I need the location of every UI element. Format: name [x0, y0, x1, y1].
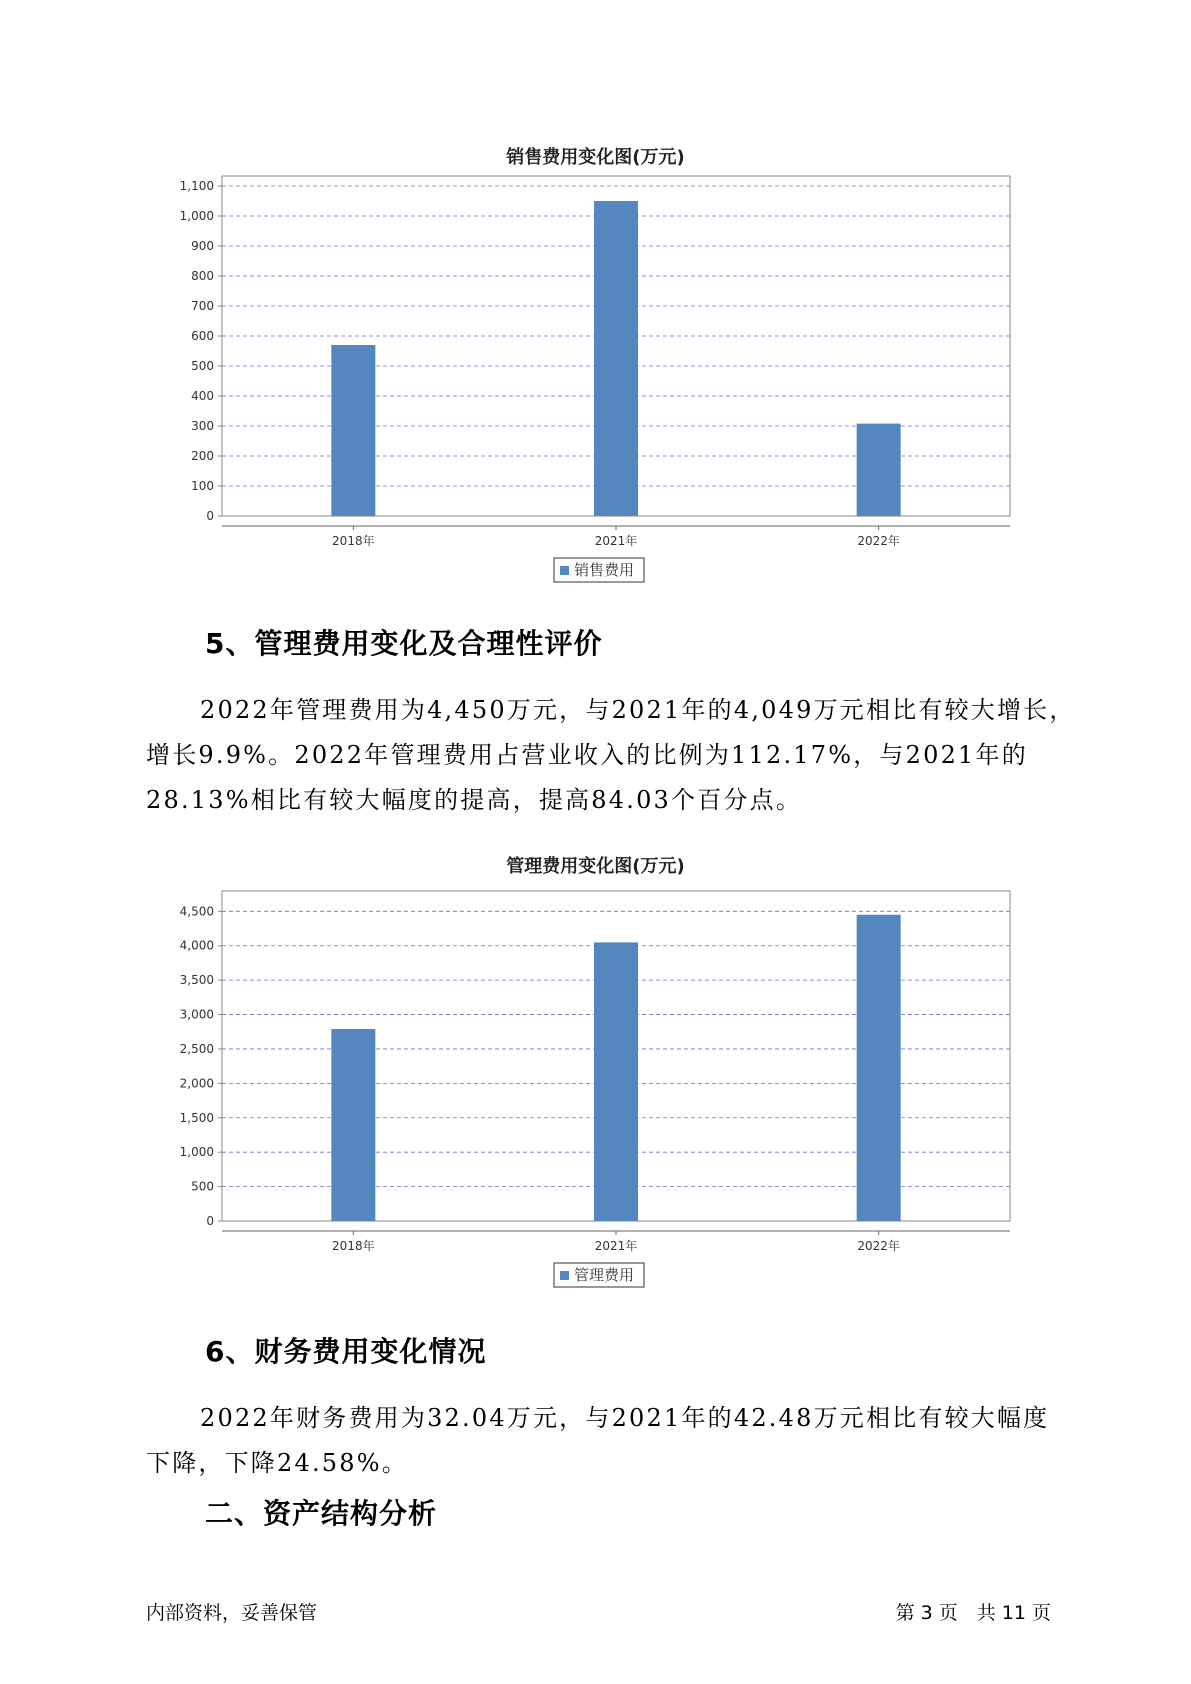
legend-label: 销售费用 [574, 561, 635, 579]
bar [331, 1029, 375, 1221]
x-tick-label: 2021年 [594, 534, 638, 548]
section2-heading: 二、资产结构分析 [205, 1497, 438, 1530]
y-tick-label: 1,500 [179, 1110, 214, 1125]
legend-swatch [560, 566, 569, 575]
legend [554, 558, 644, 582]
legend-swatch [560, 1271, 569, 1280]
y-tick-label: 800 [191, 269, 214, 283]
bar [594, 201, 638, 516]
y-tick-label: 3,000 [179, 1007, 214, 1022]
x-tick-label: 2022年 [857, 1239, 900, 1253]
x-tick-label: 2021年 [594, 1239, 638, 1253]
section6-heading: 6、财务费用变化情况 [205, 1335, 487, 1368]
x-tick-label: 2018年 [332, 1239, 375, 1253]
section5-line-3: 28.13%相比有较大幅度的提高，提高84.03个百分点。 [146, 786, 803, 814]
footer-page-number: 第 3 页 共 11 页 [895, 1602, 1051, 1624]
chart-title-sales: 销售费用变化图(万元) [506, 147, 685, 168]
section6-line-1: 2022年财务费用为32.04万元，与2021年的42.48万元相比有较大幅度 [200, 1404, 1050, 1432]
section5-heading: 5、管理费用变化及合理性评价 [205, 627, 603, 660]
bar [331, 345, 375, 516]
y-tick-label: 500 [191, 359, 214, 373]
y-tick-label: 500 [191, 1179, 214, 1194]
footer-confidential: 内部资料，妥善保管 [146, 1602, 318, 1624]
section5-line-1: 2022年管理费用为4,450万元，与2021年的4,049万元相比有较大增长， [200, 696, 1076, 724]
section5-line-2: 增长9.9%。2022年管理费用占营业收入的比例为112.17%，与2021年的 [146, 741, 1028, 769]
y-tick-label: 0 [206, 509, 214, 523]
legend-label: 管理费用 [574, 1266, 635, 1284]
y-tick-label: 2,000 [179, 1076, 214, 1091]
section6-line-2: 下降，下降24.58%。 [146, 1449, 408, 1477]
sales-expense-chart [0, 160, 1191, 600]
y-tick-label: 700 [191, 299, 214, 313]
y-tick-label: 600 [191, 329, 214, 343]
y-tick-label: 300 [191, 419, 214, 433]
y-tick-label: 100 [191, 479, 214, 493]
bar [857, 915, 901, 1221]
y-tick-label: 4,500 [179, 904, 214, 919]
y-tick-label: 900 [191, 239, 214, 253]
bar [857, 424, 901, 516]
y-tick-label: 1,000 [179, 1145, 214, 1160]
y-tick-label: 4,000 [179, 938, 214, 953]
legend [554, 1263, 644, 1287]
y-tick-label: 1,000 [179, 209, 214, 223]
bar [594, 942, 638, 1221]
x-tick-label: 2022年 [857, 534, 900, 548]
admin-expense-chart [0, 870, 1191, 1300]
y-tick-label: 200 [191, 449, 214, 463]
x-tick-label: 2018年 [332, 534, 375, 548]
chart-title-admin: 管理费用变化图(万元) [506, 856, 685, 877]
y-tick-label: 3,500 [179, 973, 214, 988]
y-tick-label: 1,100 [179, 179, 214, 193]
y-tick-label: 0 [206, 1214, 214, 1228]
y-tick-label: 400 [191, 389, 214, 403]
y-tick-label: 2,500 [179, 1041, 214, 1056]
